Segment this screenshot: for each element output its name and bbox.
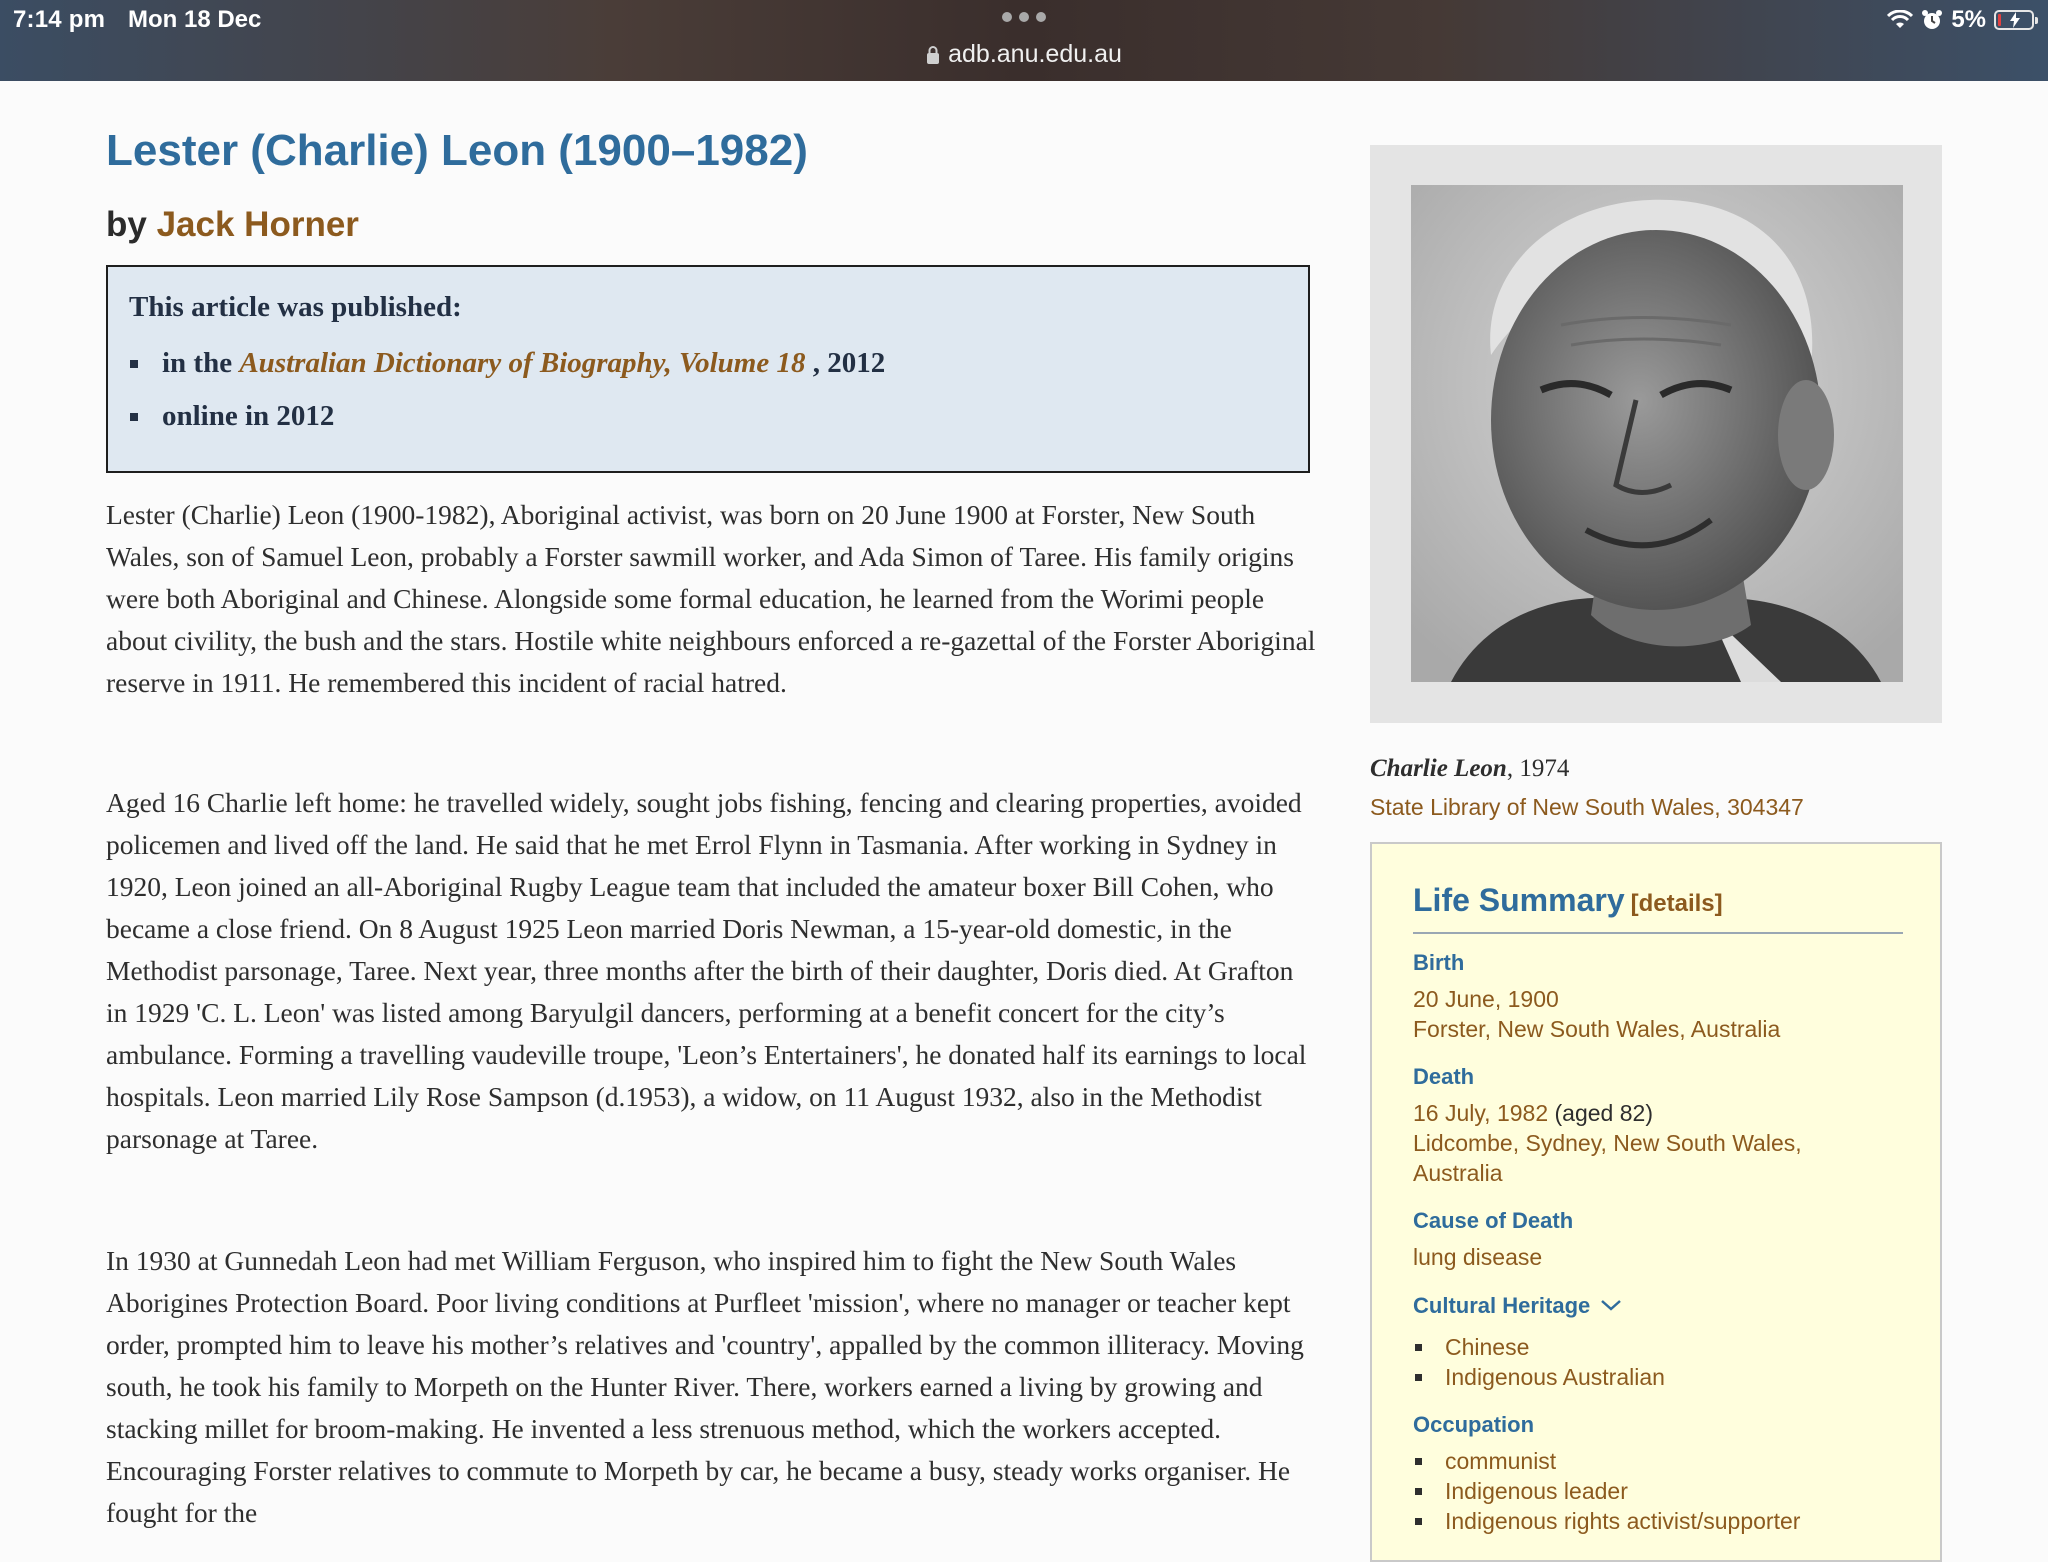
occupation-item-communist[interactable]: communist bbox=[1413, 1446, 1800, 1476]
adb-volume-link[interactable]: Australian Dictionary of Biography, Volume 18 bbox=[239, 347, 806, 379]
death-age: (aged 82) bbox=[1554, 1100, 1653, 1126]
publication-box bbox=[106, 265, 1310, 473]
occupation-list bbox=[1413, 1446, 1800, 1536]
status-time: 7:14 pm bbox=[13, 6, 106, 33]
birth-date-link[interactable]: 20 June, 1900 bbox=[1413, 986, 1559, 1012]
byline-prefix: by bbox=[106, 205, 147, 244]
occupation-item-indigenous-leader[interactable]: Indigenous leader bbox=[1413, 1476, 1800, 1506]
portrait-photo[interactable] bbox=[1411, 185, 1903, 682]
cause-of-death-label: Cause of Death bbox=[1413, 1208, 1574, 1233]
publication-item-online: online in 2012 bbox=[130, 400, 885, 453]
publication-prefix: in the bbox=[162, 347, 233, 379]
cause-of-death-link[interactable]: lung disease bbox=[1413, 1244, 1543, 1270]
birth-label: Birth bbox=[1413, 950, 1465, 975]
chevron-down-icon bbox=[1600, 1299, 1622, 1311]
battery-icon bbox=[1994, 10, 2034, 30]
battery-percent: 5% bbox=[1951, 6, 1986, 33]
heritage-list bbox=[1413, 1332, 1665, 1392]
occupation-item-activist[interactable]: Indigenous rights activist/supporter bbox=[1413, 1506, 1800, 1536]
status-date: Mon 18 Dec bbox=[128, 6, 262, 33]
death-place-country-link[interactable]: Australia bbox=[1413, 1160, 1503, 1186]
photo-source-link[interactable]: State Library of New South Wales, 304347 bbox=[1370, 794, 1804, 820]
occupation-label: Occupation bbox=[1413, 1412, 1535, 1437]
death-date-row bbox=[1413, 1098, 1653, 1128]
death-date-link[interactable]: 16 July, 1982 bbox=[1413, 1100, 1549, 1126]
caption-name: Charlie Leon bbox=[1370, 755, 1507, 782]
details-link[interactable]: [details] bbox=[1630, 890, 1723, 917]
byline bbox=[106, 205, 359, 245]
author-link[interactable]: Jack Horner bbox=[156, 205, 359, 244]
life-summary-heading bbox=[1413, 882, 1723, 919]
cultural-heritage-label: Cultural Heritage bbox=[1413, 1293, 1591, 1318]
heritage-item-chinese[interactable]: Chinese bbox=[1413, 1332, 1665, 1362]
caption-year: , 1974 bbox=[1506, 755, 1570, 782]
alarm-icon bbox=[1921, 9, 1943, 31]
photo-caption bbox=[1370, 755, 1569, 783]
article-paragraph-1: Lester (Charlie) Leon (1900-1982), Aboriginal activist, was born on 20 June 1900 at Forster, New South Wales, son of Samuel Leon, probably a Forster sawmill worker, and Ada Simon of Taree. His family origins were both Aboriginal and Chinese. Alongside some formal education, he learned from the Worimi people about civility, the bush and the stars. Hostile white neighbours enforced a re-gazettal of the Forster Aboriginal reserve in 1911. He remembered this incident of racial hatred. bbox=[106, 499, 1316, 698]
more-dots-icon[interactable] bbox=[1002, 12, 1046, 24]
address-bar[interactable] bbox=[0, 40, 2048, 69]
article-paragraph-2: Aged 16 Charlie left home: he travelled widely, sought jobs fishing, fencing and clearing properties, avoided policemen and lived off the land. He said that he met Errol Flynn in Tasmania. After working in Sydney in 1920, Leon joined an all-Aboriginal Rugby League team that included the amateur boxer Bill Cohen, who became a close friend. On 8 August 1925 Leon married Doris Newman, a 15-year-old domestic, in the Methodist parsonage, Taree. Next year, three months after the birth of their daughter, Doris died. At Grafton in 1929 'C. L. Leon' was listed among Baryulgil dancers, performing at a benefit concert for the city’s ambulance. Forming a travelling vaudeville troupe, 'Leon’s Entertainers', he donated half its earnings to local hospitals. Leon married Lily Rose Sampson (d.1953), a widow, on 11 August 1932, also in the Methodist parsonage at Taree. bbox=[106, 787, 1307, 1154]
url-text: adb.anu.edu.au bbox=[948, 40, 1122, 68]
publication-list bbox=[130, 347, 885, 453]
lock-icon bbox=[926, 45, 940, 65]
portrait-frame bbox=[1370, 145, 1942, 723]
heritage-item-indigenous-australian[interactable]: Indigenous Australian bbox=[1413, 1362, 1665, 1392]
death-place-link[interactable]: Lidcombe, Sydney, New South Wales, bbox=[1413, 1130, 1802, 1156]
publication-heading: This article was published: bbox=[129, 291, 462, 323]
birth-place-link[interactable]: Forster, New South Wales, Australia bbox=[1413, 1016, 1781, 1042]
browser-status-bar bbox=[0, 0, 2048, 81]
wifi-icon bbox=[1887, 10, 1913, 30]
death-label: Death bbox=[1413, 1064, 1475, 1089]
article-paragraph-3: In 1930 at Gunnedah Leon had met William Ferguson, who inspired him to fight the New South Wales Aborigines Protection Board. Poor living conditions at Purfleet 'mission', where no manager or teacher kept order, prompted him to leave his mother’s relatives and 'country', appalled by the common illiteracy. Moving south, he took his family to Morpeth on the Hunter River. There, workers earned a living by growing and stacking millet for broom-making. He invented a less strenuous method, which the workers accepted. Encouraging Forster relatives to commute to Morpeth by car, he became a busy, steady works organiser. He fought for the bbox=[106, 1245, 1304, 1528]
publication-item-volume bbox=[130, 347, 885, 400]
life-summary-box bbox=[1370, 842, 1942, 1562]
cultural-heritage-toggle[interactable] bbox=[1413, 1293, 1622, 1319]
page-title: Lester (Charlie) Leon (1900–1982) bbox=[106, 126, 808, 175]
life-summary-title: Life Summary bbox=[1413, 882, 1625, 918]
publication-year: , 2012 bbox=[812, 347, 886, 379]
divider bbox=[1413, 932, 1903, 934]
system-icons bbox=[1887, 6, 2034, 34]
